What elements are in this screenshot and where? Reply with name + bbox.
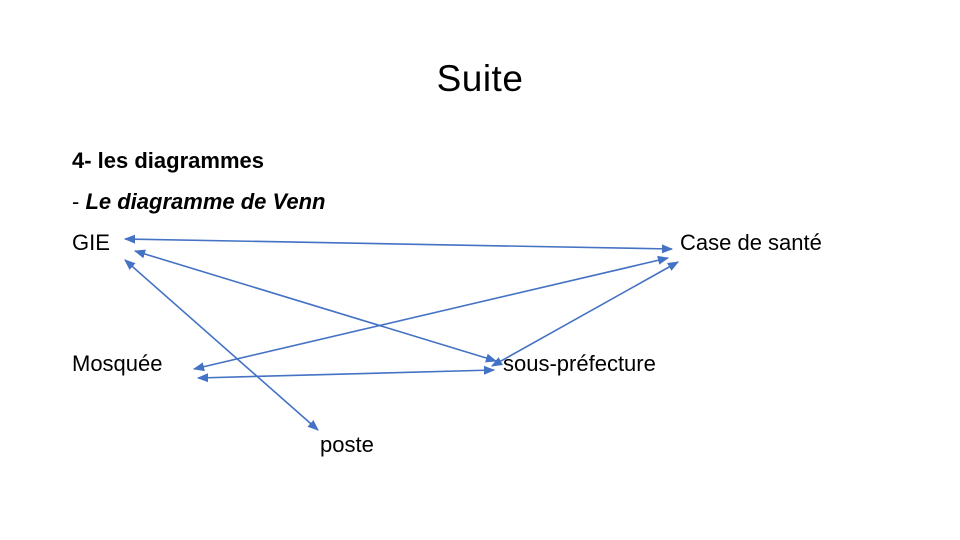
node-poste: poste <box>320 432 374 457</box>
slide-title: Suite <box>436 58 524 99</box>
arrow-gie-sous-prefecture <box>135 251 496 361</box>
arrow-gie-poste <box>125 260 318 430</box>
subheading-dash: - <box>72 189 86 214</box>
node-gie: GIE <box>72 230 110 255</box>
node-case-de-sante: Case de santé <box>680 230 822 255</box>
subheading-text: Le diagramme de Venn <box>85 189 326 214</box>
arrow-case-de-sante-gie <box>125 239 672 249</box>
arrow-sous-prefecture-mosquee <box>198 370 494 378</box>
section-heading: 4- les diagrammes <box>72 148 264 173</box>
node-mosquee: Mosquée <box>72 351 163 376</box>
node-sous-prefecture: sous-préfecture <box>503 351 656 376</box>
arrow-case-de-sante-mosquee <box>194 258 668 369</box>
